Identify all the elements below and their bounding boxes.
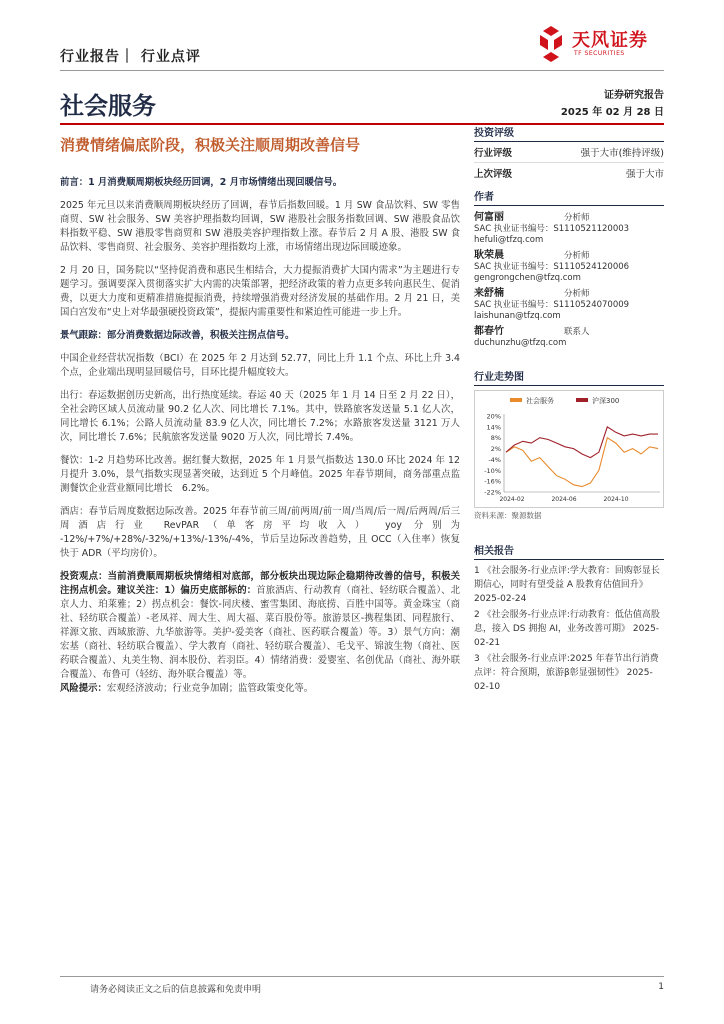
report-type: 行业报告｜ 行业点评 xyxy=(60,49,201,65)
view-heading: 投资观点：当前消费顺周期板块情绪相对底部，部分板块出现边际企稳期待改善的信号，积极关注拐点机会。建议关注：1）偏历史底部标的： xyxy=(60,571,460,596)
related-box xyxy=(474,542,664,696)
logo-text-cn: 天风证券 xyxy=(572,30,648,51)
industry-name: 社会服务 xyxy=(60,92,156,120)
prev-rating-row xyxy=(474,163,664,183)
author-name: 耿荣晨 xyxy=(474,250,504,261)
intro-heading: 前言：1 月消费顺周期板块经历回调，2 月市场情绪出现回暖信号。 xyxy=(60,177,343,188)
y-tick-label: -4% xyxy=(488,455,501,464)
author-email[interactable]: duchunzhu@tfzq.com xyxy=(474,338,567,348)
author-entry xyxy=(474,288,664,322)
x-tick-label: 2024-06 xyxy=(551,496,577,503)
author-box xyxy=(474,188,664,349)
paragraph: 餐饮：1-2 月趋势环比改善。据红餐大数据，2025 年 1 月景气指数达 130.0 环比 2024 年 12 月提升 3.0%，景气指数实现显著突破，达到近 5 个月峰值。2025 年春节期间，商务部重点监测餐饮企业营业额同比增长 6.2%。 xyxy=(60,455,460,494)
chart-source: 资料来源：聚源数据 xyxy=(474,511,542,520)
author-sac: SAC 执业证书编号：S1110521120003 xyxy=(474,224,630,234)
rating-row xyxy=(474,142,664,163)
legend-label: 沪深300 xyxy=(592,397,620,405)
legend-swatch xyxy=(510,398,522,402)
author-email[interactable]: laishunan@tfzq.com xyxy=(474,311,561,321)
paragraph: 2025 年元旦以来消费顺周期板块经历了回调，春节后指数回暖。1 月 SW 食品饮料、SW 零售商贸、SW 社会服务、SW 美容护理指数均回调，SW 港股社会服务指数回调、SW 港股食品饮料指数平稳、SW 港股零售商贸和 SW 港股美容护理指数上涨。春节后 2 月 A 股、港股 SW 食品饮料、零售商贸、社会服务、美容护理指数均上涨，市场情绪出现边际回暖迹象。 xyxy=(60,200,460,253)
author-title: 作者 xyxy=(474,188,664,206)
author-entry xyxy=(474,326,664,349)
author-role: 分析师 xyxy=(564,213,590,223)
related-title: 相关报告 xyxy=(474,542,664,560)
report-kind: 证券研究报告 xyxy=(604,90,664,101)
related-item[interactable]: 1 《社会服务-行业点评:学大教育：回购彰显长期信心，同时有望受益 A 股教育估值回升》 2025-02-24 xyxy=(474,566,660,604)
rating-value: 强于大市(维持评级) xyxy=(580,148,664,159)
series-line-0 xyxy=(506,438,658,487)
chart-frame xyxy=(475,391,664,508)
y-tick-label: 8% xyxy=(490,434,501,443)
main-content xyxy=(60,176,460,705)
report-date: 2025 年 02 月 28 日 xyxy=(560,107,664,118)
related-item[interactable]: 3 《社会服务-行业点评:2025 年春节出行消费点评：符合预期，旅游β彰显强韧性》 2025-02-10 xyxy=(474,654,659,692)
author-name: 来舒楠 xyxy=(474,288,504,299)
report-title: 消费情绪偏底阶段，积极关注顺周期改善信号 xyxy=(60,136,361,154)
trend-box xyxy=(474,368,664,521)
prev-rating-value: 强于大市 xyxy=(625,169,664,180)
rating-box xyxy=(474,124,664,183)
related-item[interactable]: 2 《社会服务-行业点评:行动教育：低估值高股息，接入 DS 拥抱 AI，业务改善可期》 2025-02-21 xyxy=(474,610,660,648)
company-logo xyxy=(532,22,666,66)
author-email[interactable]: hefuli@tfzq.com xyxy=(474,235,544,245)
legend-label: 社会服务 xyxy=(526,397,554,405)
author-name: 都春竹 xyxy=(474,326,504,337)
author-name: 何富丽 xyxy=(474,212,504,223)
rating-title: 投资评级 xyxy=(474,124,664,142)
risk-label: 风险提示： xyxy=(60,683,107,694)
rating-label: 行业评级 xyxy=(474,148,513,159)
track-heading: 景气跟踪：部分消费数据边际改善，积极关注拐点信号。 xyxy=(60,330,295,341)
paragraph: 酒店：春节后周度数据边际改善。2025 年春节前三周/前两周/前一周/当周/后一周/后两周/后三周酒店行业 RevPAR（单客房平均收入） yoy 分别为 -12%/+7%/+28%/-32%/+13%/-13%/-4%，节后呈边际改善趋势，且 OCC（入住率）恢复快于 ADR（平均房价）。 xyxy=(60,506,460,559)
paragraph: 2 月 20 日，国务院以“坚持促消费和惠民生相结合，大力提振消费扩大国内需求”为主题进行专题学习。强调要深入贯彻落实扩大内需的决策部署，把经济政策的着力点更多转向惠民生、促消费，以更大力度和更精准措施提振消费，持续增强消费对经济发展的基础作用。2 月 21 日，美国白宫发布“史上对华最强硬投资政策”，提振内需重要性和紧迫性可能进一步上升。 xyxy=(60,265,460,318)
view-text: 首旅酒店、行动教育（商社、轻纺联合覆盖）、北京人力、珀莱雅；2）拐点机会：餐饮-同庆楼、蜜雪集团、海底捞、百胜中国等。黄金珠宝（商社、轻纺联合覆盖）-老凤祥、周大生、周大福、菜百股份等。旅游景区-携程集团、同程旅行、祥源文旅、西域旅游、九华旅游等。美护-爱美客（商社、医药联合覆盖）等。3）景气方向：潮宏基（商社、轻纺联合覆盖）、学大教育（商社、轻纺联合覆盖）、毛戈平、锦波生物（商社、医药联合覆盖）、丸美生物、润本股份、若羽臣。4）情绪消费：爱婴室、名创优品（商社、海外联合覆盖）、布鲁可（轻纺、海外联合覆盖）等。 xyxy=(60,585,460,680)
logo-icon xyxy=(532,22,570,64)
header-divider xyxy=(60,70,664,71)
logo-text-en: TF SECURITIES xyxy=(574,50,625,57)
author-sac: SAC 执业证书编号：S1110524070009 xyxy=(474,300,630,310)
y-tick-label: -16% xyxy=(484,477,501,486)
author-role: 联系人 xyxy=(564,327,590,337)
trend-chart xyxy=(474,390,664,508)
footer-divider xyxy=(60,976,664,977)
author-role: 分析师 xyxy=(564,251,590,261)
view-paragraph xyxy=(60,570,460,682)
footer-disclaimer: 请务必阅读正文之后的信息披露和免责申明 xyxy=(90,985,262,995)
risk-paragraph xyxy=(60,682,460,696)
author-entry xyxy=(474,250,664,284)
y-tick-label: -22% xyxy=(484,488,501,497)
author-email[interactable]: gengrongchen@tfzq.com xyxy=(474,273,581,283)
author-entry xyxy=(474,212,664,246)
y-tick-label: 20% xyxy=(486,412,501,421)
page-number: 1 xyxy=(658,982,664,992)
y-tick-label: 2% xyxy=(490,445,501,454)
x-tick-label: 2024-10 xyxy=(603,496,629,503)
y-tick-label: 14% xyxy=(486,423,501,432)
author-role: 分析师 xyxy=(564,289,590,299)
related-list xyxy=(474,564,664,694)
y-tick-label: -10% xyxy=(484,466,501,475)
risk-text: 宏观经济波动；行业竞争加剧；监管政策变化等。 xyxy=(106,683,314,694)
paragraph: 中国企业经营状况指数（BCI）在 2025 年 2 月达到 52.77，同比上升 1.1 个点、环比上升 3.4 个点，企业端出现明显回暖信号，目环比提升幅度较大。 xyxy=(60,353,460,378)
prev-rating-label: 上次评级 xyxy=(474,169,513,180)
legend-swatch xyxy=(576,398,588,402)
author-sac: SAC 执业证书编号：S1110524120006 xyxy=(474,262,630,272)
series-line-1 xyxy=(506,427,658,458)
x-tick-label: 2024-02 xyxy=(499,496,525,503)
paragraph: 出行：春运数据创历史新高，出行热度延续。春运 40 天（2025 年 1 月 14 日至 2 月 22 日），全社会跨区域人员流动量 90.2 亿人次、同比增长 7.1%。其中，铁路旅客发送量 5.1 亿人次，同比增长 6.1%；公路人员流动量 83.9 亿人次，同比增长 7.2%；水路旅客发送量 3121 万人次，同比增长 7.6%；民航旅客发送量 9020 万人次，同比增长 7.4%。 xyxy=(60,390,460,443)
trend-title: 行业走势图 xyxy=(474,368,664,386)
